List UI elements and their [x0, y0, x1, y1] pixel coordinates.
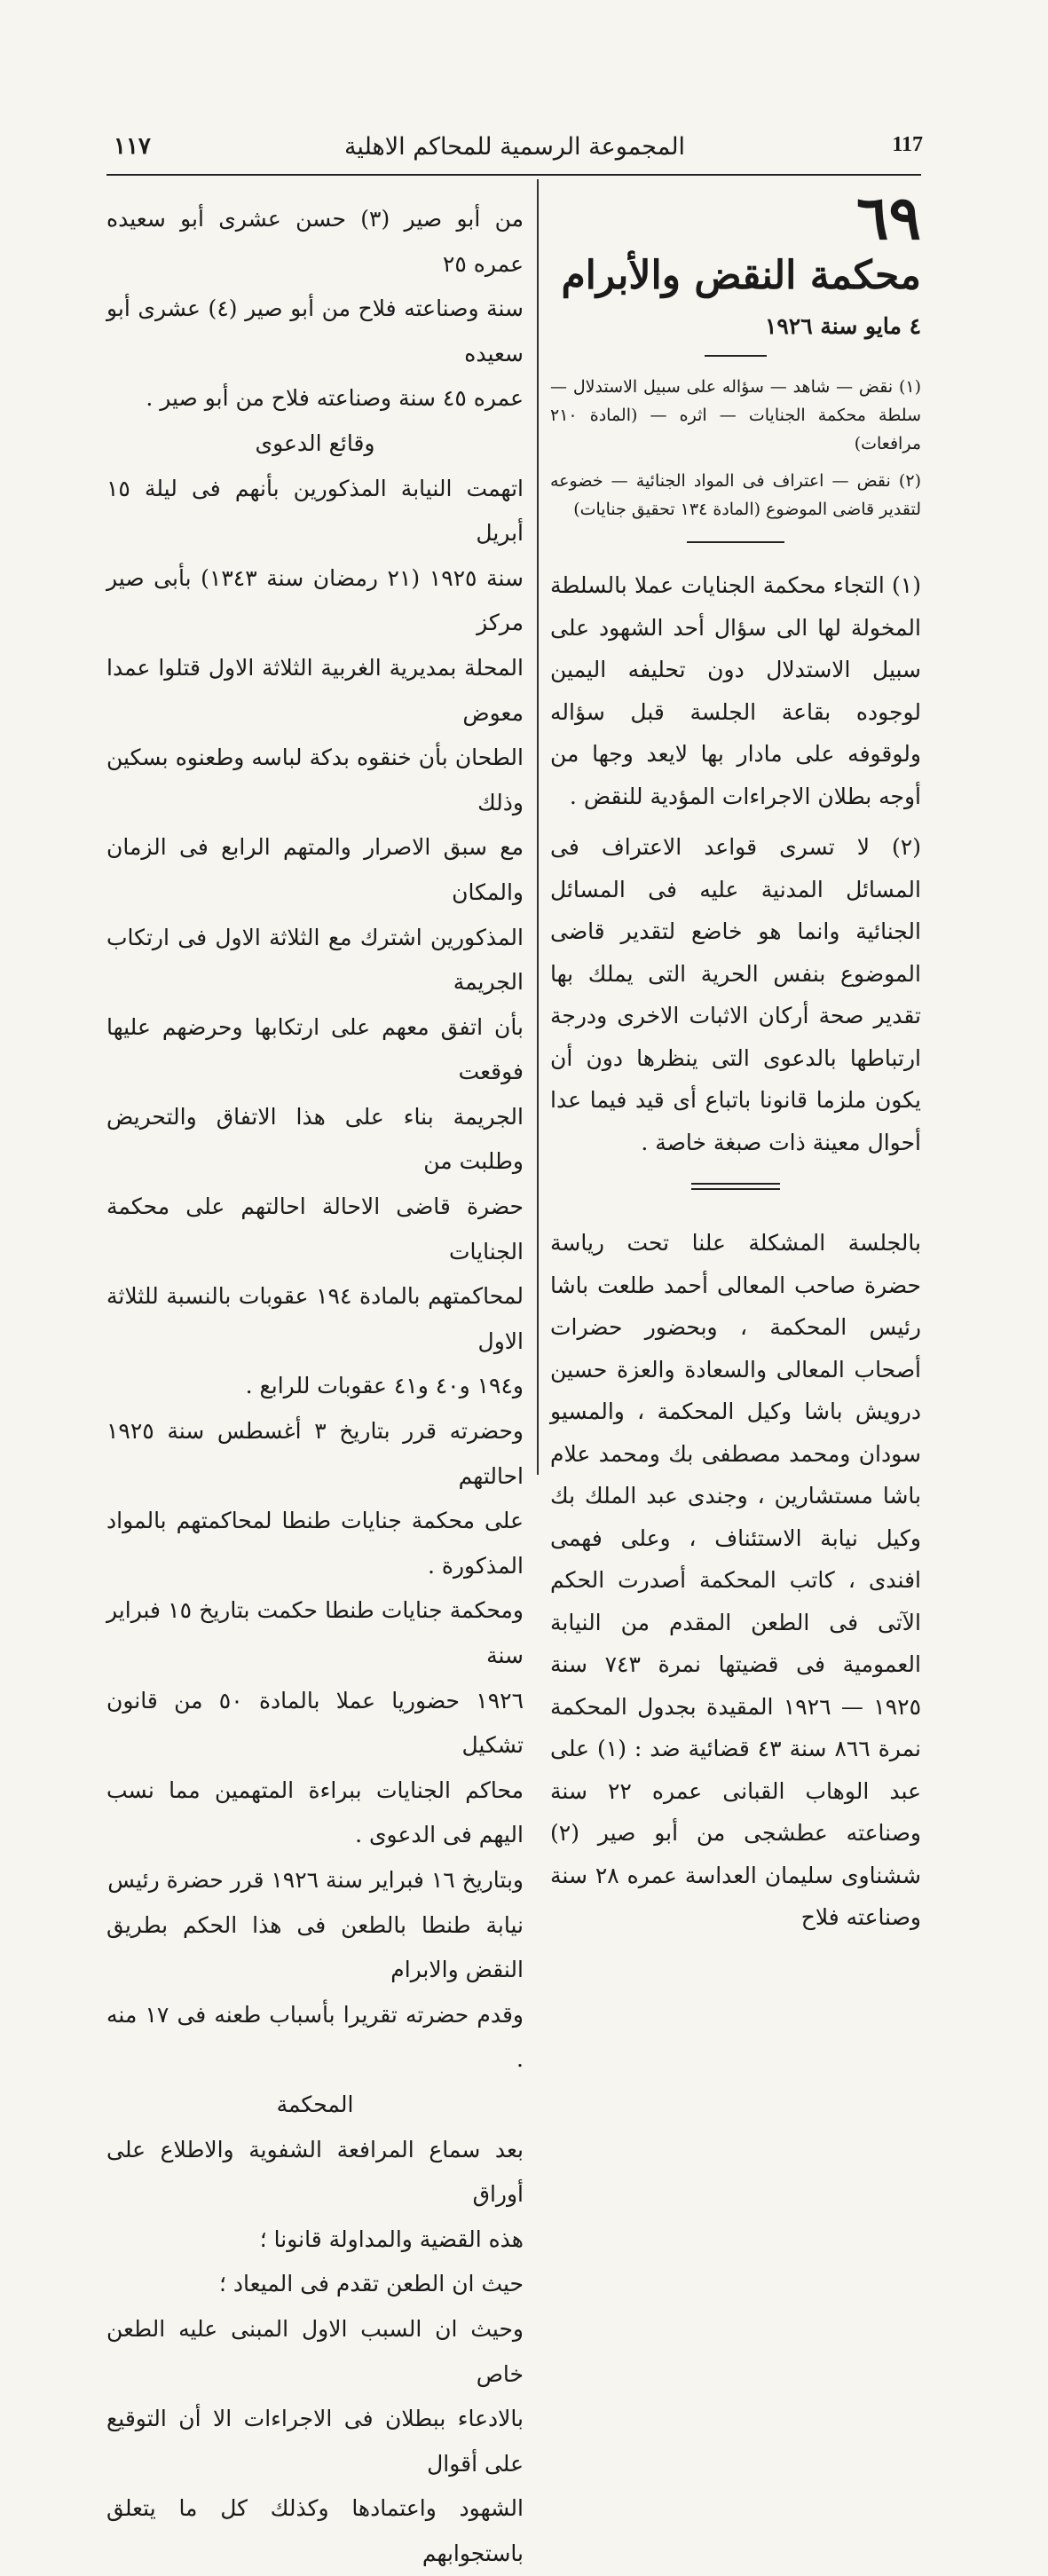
running-header	[106, 128, 923, 172]
right-column	[550, 183, 922, 1948]
page-number-latin: 117	[892, 133, 923, 156]
headnote-rule	[687, 541, 784, 543]
headnote-2: (٢) نقض — اعتراف فى المواد الجنائية — خضوعه لتقدير قاضى الموضوع (المادة ١٣٤ تحقيق جنايات)	[550, 471, 921, 519]
text-line: الطحان بأن خنقوه بدكة لباسه وطعنوه بسكين وذلك	[106, 744, 524, 815]
text-line: الشهود واعتمادها وكذلك كل ما يتعلق باستجوابهم	[106, 2495, 524, 2566]
text-line: ومحكمة جنايات طنطا حكمت بتاريخ ١٥ فبراير سنة	[106, 1597, 524, 1668]
text-line: مع سبق الاصرار والمتهم الرابع فى الزمان والمكان	[106, 834, 524, 905]
left-column	[106, 197, 524, 2576]
text-line: المذكورين اشترك مع الثلاثة الاول فى ارتكاب الجريمة	[106, 924, 524, 996]
session-paragraph: بالجلسة المشكلة علنا تحت رياسة حضرة صاحب المعالى أحمد طلعت باشا رئيس المحكمة ، وبحضور حضرات أصحاب المعالى والسعادة والعزة حسين درويش باشا وكيل المحكمة ، والمسيو سودان ومحمد مصطفى بك ومحمد علام باشا مستشارين ، وجندى عبد الملك بك وكيل نيابة الاستئناف ، وعلى فهمى افندى ، كاتب المحكمة أصدرت الحكم الآتى فى الطعن المقدم من النيابة العمومية فى قضيتها نمرة ٧٤٣ سنة ١٩٢٥ — ١٩٢٦ المقيدة بجدول المحكمة نمرة ٨٦٦ سنة ٤٣ قضائية ضد : (١) على عبد الوهاب القبانى عمره ٢٢ سنة وصناعته عطشجى من أبو صير (٢) ششناوى سليمان العداسة عمره ٢٨ سنة وصناعته فلاح	[550, 1230, 922, 1930]
column-divider	[537, 179, 539, 1475]
text-line: نيابة طنطا بالطعن فى هذا الحكم بطريق النقض والابرام	[106, 1911, 524, 1983]
text-line: الجريمة بناء على هذا الاتفاق والتحريض وطلبت من	[106, 1103, 524, 1175]
text-line: عمره ٤٥ سنة وصناعته فلاح من أبو صير .	[146, 385, 524, 412]
principle-2: (٢) لا تسرى قواعد الاعتراف فى المسائل المدنية عليه فى المسائل الجنائية وانما هو خاضع لتقدير قاضى الموضوع بنفس الحرية التى يملك بها تقدير صحة أركان الاثبات الاخرى ودرجة ارتباطها بالدعوى التى ينظرها دون أن يكون ملزما قانونا باتباع أى قيد فيما عدا أحوال معينة ذات صبغة خاصة .	[550, 834, 921, 1155]
text-line: محاكم الجنايات ببراءة المتهمين مما نسب اليهم فى الدعوى .	[106, 1776, 524, 1848]
case-number: ٦٩	[855, 183, 921, 254]
header-rule	[106, 174, 921, 176]
text-line: بأن اتفق معهم على ارتكابها وحرضهم عليها فوقعت	[106, 1013, 524, 1085]
section-double-rule	[691, 1183, 780, 1190]
text-line: اتهمت النيابة المذكورين بأنهم فى ليلة ١٥ أبريل	[106, 475, 524, 547]
text-line: بالادعاء ببطلان فى الاجراءات الا أن التوقيع على أقوال	[106, 2406, 524, 2477]
text-line: سنة ١٩٢٥ (٢١ رمضان سنة ١٣٤٣) بأبى صير مركز	[106, 564, 524, 636]
text-line: سنة وصناعته فلاح من أبو صير (٤) عشرى أبو سعيده	[106, 295, 524, 366]
page-number-arabic: ١١٧	[114, 133, 151, 160]
text-line: هذه القضية والمداولة قانونا ؛	[259, 2225, 524, 2252]
text-line: حيث ان الطعن تقدم فى الميعاد ؛	[218, 2271, 524, 2297]
journal-title: المجموعة الرسمية للمحاكم الاهلية	[343, 133, 686, 161]
headnote-1: (١) نقض — شاهد — سؤاله على سبيل الاستدلال — سلطة محكمة الجنايات — اثره — (المادة ٢١٠ مرافعات)	[550, 377, 921, 453]
case-date: ٤ مايو سنة ١٩٢٦	[764, 313, 921, 339]
text-line: و١٩٤ و٤٠ و٤١ عقوبات للرابع .	[245, 1373, 524, 1399]
text-line: من أبو صير (٣) حسن عشرى أبو سعيده عمره ٢٥	[106, 206, 524, 277]
text-line: وبتاريخ ١٦ فبراير سنة ١٩٢٦ قرر حضرة رئيس	[107, 1866, 524, 1893]
text-line: لمحاكمتهم بالمادة ١٩٤ عقوبات بالنسبة للثلاثة الاول	[106, 1283, 524, 1354]
date-rule	[705, 355, 767, 357]
text-line: بعد سماع المرافعة الشفوية والاطلاع على أوراق	[106, 2136, 524, 2208]
text-line: على محكمة جنايات طنطا لمحاكمتهم بالمواد المذكورة .	[106, 1508, 524, 1579]
court-name: محكمة النقض والأبرام	[561, 253, 921, 298]
text-line: وحيث ان السبب الاول المبنى عليه الطعن خاص	[106, 2315, 524, 2387]
text-line: ١٩٢٦ حضوريا عملا بالمادة ٥٠ من قانون تشكيل	[106, 1687, 524, 1759]
text-line: وقدم حضرته تقريرا بأسباب طعنه فى ١٧ منه .	[106, 2001, 524, 2073]
principle-1: (١) التجاء محكمة الجنايات عملا بالسلطة المخولة لها الى سؤال أحد الشهود على سبيل الاستدلال دون تحليفه اليمين لوجوده بقاعة الجلسة قبل سؤاله ولوقوفه على مادار بها لايعد وجها من أوجه بطلان الاجراءات المؤدية للنقض .	[550, 572, 921, 809]
text-line: وحضرته قرر بتاريخ ٣ أغسطس سنة ١٩٢٥ احالتهم	[106, 1418, 524, 1489]
text-line: المحلة بمديرية الغربية الثلاثة الاول قتلوا عمدا معوض	[106, 654, 524, 726]
section-heading-facts: وقائع الدعوى	[255, 429, 375, 456]
text-line: حضرة قاضى الاحالة احالتهم على محكمة الجنايات	[106, 1193, 524, 1264]
section-heading-court: المحكمة	[276, 2091, 354, 2117]
